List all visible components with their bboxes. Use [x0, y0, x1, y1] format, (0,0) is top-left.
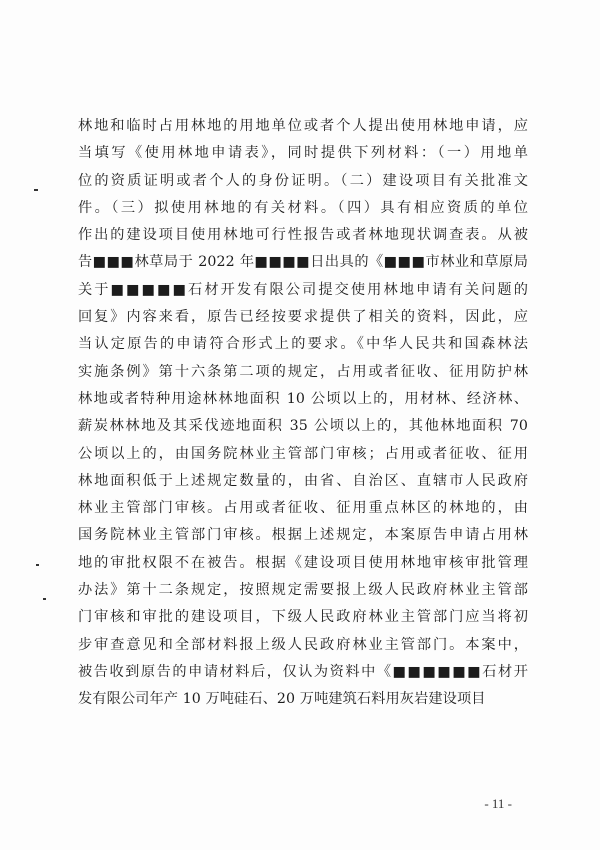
margin-mark	[43, 598, 46, 600]
text-line: 被告收到原告的申请材料后，仅认为资料中《■■■■■■石材开	[78, 663, 528, 680]
text-line: 件。（三）拟使用林地的有关材料。（四）具有相应资质的单位	[78, 199, 528, 216]
text-line: 步审查意见和全部材料报上级人民政府林业主管部门。本案中，	[78, 636, 528, 653]
text-line: 林地面积低于上述规定数量的，由省、自治区、直辖市人民政府	[78, 472, 528, 489]
text-line: 关于■■■■■石材开发有限公司提交使用林地申请有关问题的	[78, 281, 528, 298]
text-line: 告■■■林草局于 2022 年■■■■日出具的《■■■市林业和草原局	[78, 254, 528, 271]
body-text	[78, 113, 528, 714]
text-line: 公顷以上的，由国务院林业主管部门审核；占用或者征收、征用	[78, 445, 528, 462]
text-line: 薪炭林林地及其采伐迹地面积 35 公顷以上的，其他林地面积 70	[78, 418, 528, 435]
text-line: 作出的建设项目使用林地可行性报告或者林地现状调查表。从被	[78, 227, 528, 244]
text-line: 门审核和审批的建设项目，下级人民政府林业主管部门应当将初	[78, 609, 528, 626]
text-line: 林业主管部门审核。占用或者征收、征用重点林区的林地的，由	[78, 500, 528, 517]
text-line: 办法》第十二条规定，按照规定需要报上级人民政府林业主管部	[78, 582, 528, 599]
text-line: 林地和临时占用林地的用地单位或者个人提出使用林地申请，应	[78, 118, 528, 134]
text-line: 地的审批权限不在被告。根据《建设项目使用林地审核审批管理	[78, 554, 528, 571]
text-line: 实施条例》第十六条第二项的规定，占用或者征收、征用防护林	[78, 363, 528, 380]
margin-mark	[36, 564, 39, 566]
text-line: 国务院林业主管部门审核。根据上述规定，本案原告申请占用林	[78, 527, 528, 544]
text-line: 当认定原告的申请符合形式上的要求。《中华人民共和国森林法	[78, 336, 528, 353]
text-line: 林地或者特种用途林林地面积 10 公顷以上的，用材林、经济林、	[78, 390, 528, 407]
margin-mark	[34, 189, 38, 191]
text-line: 当填写《使用林地申请表》，同时提供下列材料：（一）用地单	[78, 145, 528, 162]
text-line: 发有限公司年产 10 万吨硅石、20 万吨建筑石料用灰岩建设项目	[78, 691, 486, 708]
page-number: - 11 -	[484, 796, 512, 811]
text-line: 位的资质证明或者个人的身份证明。（二）建设项目有关批准文	[78, 172, 528, 189]
text-line: 回复》内容来看，原告已经按要求提供了相关的资料，因此，应	[78, 309, 528, 326]
